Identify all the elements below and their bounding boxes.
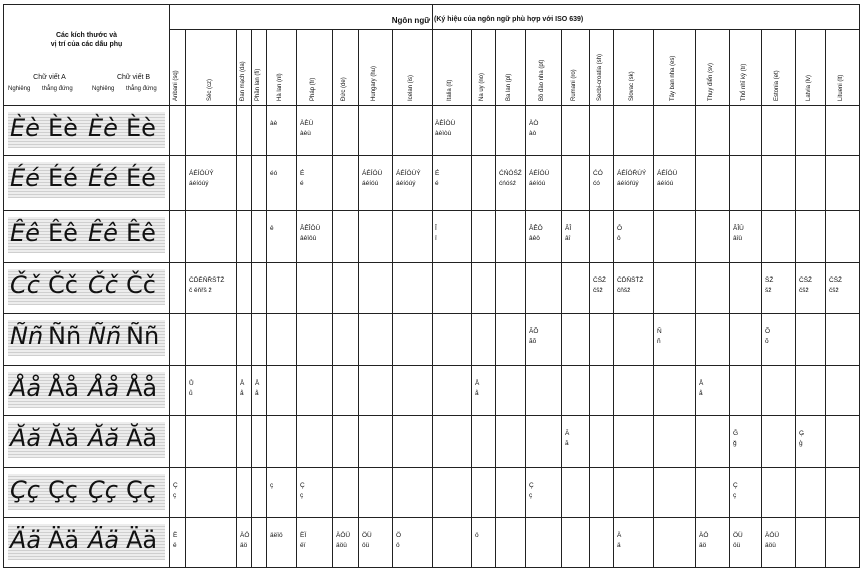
glyph-variant: Ää (88, 526, 120, 554)
language-column-header: Rumani (ro) (571, 69, 577, 101)
glyph-variant: Ăă (126, 424, 158, 452)
glyph-sample (8, 112, 165, 148)
grid-line (431, 313, 859, 314)
glyph-sample (8, 422, 165, 458)
diacritic-cell: ćńóśź (499, 180, 516, 187)
diacritic-cell: å (255, 390, 259, 397)
grid-line (795, 29, 796, 567)
glyph-variant: Čč (126, 271, 156, 299)
grid-line (4, 262, 432, 263)
grid-line (4, 155, 432, 156)
glyph-variant: Ññ (10, 322, 44, 350)
glyph-variant: Ññ (126, 322, 160, 350)
diacritic-cell: Å (475, 380, 480, 387)
language-column-header: Secbi-croatia (sh) (597, 53, 603, 101)
writing-a-label: Chữ viết A (33, 74, 66, 81)
glyph-variant: Éé (88, 164, 118, 192)
diacritic-cell: ÀÒ (529, 120, 539, 127)
glyph-variant: Éé (10, 164, 40, 192)
diacritic-cell: ÁÉÍÓÚ (657, 170, 678, 177)
language-column-header: Italia (it) (447, 79, 453, 101)
diacritic-cell: Ç (733, 482, 738, 489)
header-block (4, 5, 169, 105)
diacritic-cell: ģ (799, 440, 803, 447)
grid-line (431, 517, 859, 518)
diacritic-cell: ç (529, 492, 533, 499)
glyph-variant: Çç (126, 476, 156, 504)
glyph-variant: Ăă (10, 424, 42, 452)
grid-line (392, 29, 393, 567)
diacritic-cell: äö (240, 542, 248, 549)
language-column-header: Thổ nhĩ kỳ (tr) (741, 63, 747, 101)
diacritic-cell: ÄÖ (240, 532, 250, 539)
diacritic-cell: Ô (617, 225, 623, 232)
diacritic-cell: áéíóú (529, 180, 546, 187)
diacritic-cell: ČŠŽ (593, 277, 606, 284)
grid-line (266, 29, 267, 567)
diacritic-cell: Å (699, 380, 704, 387)
diacritic-cell: ÂÊÔ (529, 225, 543, 232)
diacritic-cell: É (300, 170, 305, 177)
diacritic-cell: čšž (799, 287, 809, 294)
glyph-variant: Çç (48, 476, 78, 504)
diacritic-cell: õ (765, 338, 769, 345)
grid-line (695, 29, 696, 567)
language-column-header: Estonia (et) (774, 70, 780, 101)
diacritic-cell: ÂÎ (565, 225, 572, 232)
glyph-variant: Čč (88, 271, 118, 299)
diacritic-cell: áéíóŕúý (617, 180, 639, 187)
header-title-line2: vị trí của các dấu phụ (50, 41, 123, 48)
diacritic-cell: šž (765, 287, 772, 294)
glyph-variant: Ää (10, 526, 42, 554)
language-column-header: Pháp (fr) (310, 77, 316, 101)
diacritic-cell: àèìòù (435, 130, 452, 137)
diacritic-cell: äö (699, 542, 707, 549)
diacritic-cell: É (435, 170, 440, 177)
diacritic-cell: ă (565, 440, 569, 447)
grid-line (431, 210, 859, 211)
diacritic-cell: čšž (593, 287, 603, 294)
grid-line (169, 5, 170, 567)
glyph-variant: Čč (48, 271, 78, 299)
language-column-header: Hà lan (nl) (277, 73, 283, 101)
language-column-header: Bồ đào nha (pt) (539, 59, 545, 101)
diacritic-cell: âêô (529, 235, 540, 242)
diacritic-cell: äöü (765, 542, 776, 549)
diacritic-cell: ČŠŽ (829, 277, 842, 284)
slant-b-label: Nghiêng (92, 86, 115, 92)
diacritic-cell: č ěňřš ž (189, 287, 212, 294)
diacritic-cell: é (435, 180, 439, 187)
grid-line (4, 313, 432, 314)
language-column-header: Slovac (sk) (629, 71, 635, 101)
diacritic-cell: ä (617, 542, 621, 549)
grid-line (729, 29, 730, 567)
grid-line (4, 210, 432, 211)
diacritic-cell: å (475, 390, 479, 397)
diacritic-cell: čšž (829, 287, 839, 294)
grid-line (825, 29, 826, 567)
glyph-variant: Åå (10, 374, 42, 402)
grid-line (431, 155, 859, 156)
diacritic-cell: Ö (396, 532, 402, 539)
glyph-sample (8, 524, 165, 560)
diacritic-cell: Ñ (657, 328, 662, 335)
glyph-variant: Ññ (88, 322, 122, 350)
diacritic-cell: ČĎŇŠŤŽ (617, 277, 644, 284)
diacritic-cell: ë (173, 542, 177, 549)
diacritic-cell: ÄÖÜ (765, 532, 780, 539)
grid-line (4, 467, 432, 468)
language-column-header: Thụy điển (sv) (708, 62, 714, 101)
diacritic-cell: Ă (565, 430, 570, 437)
writing-b-label: Chữ viết B (116, 74, 151, 81)
glyph-variant: Åå (126, 374, 158, 402)
diacritic-cell: ÂÊÎÔÛ (300, 225, 321, 232)
diacritic-cell: Ë (173, 532, 178, 539)
grid-line (431, 365, 859, 366)
glyph-variant: Êê (88, 219, 118, 247)
diacritic-cell: ÄÖ (699, 532, 709, 539)
grid-line (431, 105, 859, 106)
glyph-variant: Ää (48, 526, 80, 554)
grid-line (185, 29, 186, 567)
diacritic-cell: éó (270, 170, 278, 177)
diacritic-cell: áéíóú (362, 180, 379, 187)
diacritic-cell: ÁÉÍÓÚÝ (189, 170, 214, 177)
diacritic-cell: ů (189, 390, 193, 397)
diacritic-cell: ñ (657, 338, 661, 345)
grid-line (4, 105, 432, 106)
diacritic-cell: Ç (173, 482, 178, 489)
diacritic-cell: ÀÈÌÒÙ (435, 120, 456, 127)
diacritic-cell: ŠŽ (765, 277, 774, 284)
diacritic-cell: Ä (617, 532, 622, 539)
diacritic-cell: ćó (593, 180, 600, 187)
glyph-sample (8, 372, 165, 408)
grid-line (431, 262, 859, 263)
diacritic-cell: ê (270, 225, 274, 232)
slant-a-label: Nghiêng (8, 86, 31, 92)
diacritic-cell: Ģ (799, 430, 805, 437)
diacritic-cell: Å (255, 380, 260, 387)
language-column-header: Đức (de) (341, 77, 347, 101)
grid-line (236, 29, 237, 567)
diacritic-cell: ÄÖÜ (336, 532, 351, 539)
grid-line (431, 415, 859, 416)
glyph-variant: Ăă (88, 424, 120, 452)
diacritic-cell: Õ (765, 328, 771, 335)
diacritic-cell: öü (362, 542, 370, 549)
diacritic-cell: ç (173, 492, 177, 499)
glyph-variant: Éé (48, 164, 78, 192)
grid-line (613, 29, 614, 567)
diacritic-cell: Ů (189, 380, 194, 387)
grid-line (589, 29, 590, 567)
diacritic-cell: ÁÉÍÓÚ (529, 170, 550, 177)
grid-line (525, 29, 526, 567)
diacritic-cell: ČĎĚŇŘŠŤŽ (189, 277, 225, 284)
diacritic-cell: ËÏ (300, 532, 307, 539)
glyph-sample (8, 320, 165, 356)
glyph-sample (8, 162, 165, 198)
diacritic-cell: ö (396, 542, 400, 549)
glyph-sample (8, 474, 165, 510)
diacritic-cell: î (435, 235, 437, 242)
grid-line (431, 467, 859, 468)
upright-b-label: thẳng đứng (126, 86, 157, 92)
glyph-variant: Èè (10, 114, 40, 142)
glyph-variant: Ññ (48, 322, 82, 350)
language-column-header: Litueni (lt) (838, 74, 844, 101)
diacritic-cell: ëï (300, 542, 306, 549)
grid-line (251, 29, 252, 567)
grid-line (169, 29, 432, 30)
glyph-variant: Ăă (48, 424, 80, 452)
diacritic-cell: ÖÜ (733, 532, 743, 539)
language-column-header: Phần lan (fi) (254, 68, 261, 101)
diacritic-cell: ÂÎÛ (733, 225, 744, 232)
grid-line (4, 517, 432, 518)
glyph-variant: Çç (10, 476, 40, 504)
diacritic-cell: ĆŃÓŚŹ (499, 170, 522, 177)
glyph-variant: Åå (88, 374, 120, 402)
language-column-header: Ba lan (pl) (506, 73, 512, 101)
grid-line (358, 29, 359, 567)
diacritic-cell: âîû (733, 235, 743, 242)
diacritic-cell: ô (617, 235, 621, 242)
header-title-line1: Các kích thước và (55, 32, 117, 39)
diacritic-cell: àèù (300, 130, 311, 137)
language-column-header: Tây ban nha (es) (670, 55, 676, 101)
glyph-variant: Čč (10, 271, 40, 299)
diacritic-cell: âêîôû (300, 235, 317, 242)
language-column-header: Icelan (is) (408, 74, 414, 101)
right-table (431, 4, 860, 568)
diacritic-cell: ğ (733, 440, 737, 447)
diacritic-cell: ÁÉÍÓÚÝ (396, 170, 421, 177)
glyph-variant: Èè (88, 114, 118, 142)
diacritic-cell: áéíóúý (396, 180, 416, 187)
diacritic-cell: ãõ (529, 338, 537, 345)
diacritic-cell: ČŠŽ (799, 277, 812, 284)
grid-line (4, 365, 432, 366)
diacritic-cell: Î (435, 225, 437, 232)
diacritic-cell: ÖÜ (362, 532, 372, 539)
diacritic-cell: å (699, 390, 703, 397)
language-column-header: Hungary (hu) (371, 65, 377, 101)
diacritic-cell: áéíóú (657, 180, 674, 187)
glyph-variant: Çç (88, 476, 118, 504)
upright-a-label: thẳng đứng (42, 86, 73, 92)
glyph-variant: Êê (126, 219, 156, 247)
glyph-sample (8, 269, 165, 305)
diacritic-cell: äöü (336, 542, 347, 549)
glyph-variant: Èè (48, 114, 78, 142)
grid-line (431, 29, 859, 30)
glyph-variant: Åå (48, 374, 80, 402)
glyph-variant: Êê (10, 219, 40, 247)
grid-line (332, 29, 333, 567)
diacritic-cell: öü (733, 542, 741, 549)
grid-line (471, 29, 472, 567)
language-column-header: Anbani (sq) (173, 70, 179, 101)
glyph-variant: Éé (126, 164, 156, 192)
diacritic-cell: ç (733, 492, 737, 499)
diacritic-cell: ÁÉÍÓŔÚÝ (617, 170, 647, 177)
iso-label: (Ký hiệu của ngôn ngữ phù hợp với ISO 639) (434, 16, 584, 23)
grid-line (561, 29, 562, 567)
diacritic-cell: Ç (529, 482, 534, 489)
diacritic-cell: ö (475, 532, 479, 539)
language-column-header: Đan mạch (da) (239, 61, 246, 101)
diacritic-cell: áéíóúý (189, 180, 209, 187)
languages-label: Ngôn ngữ (391, 16, 430, 25)
diacritic-cell: ĆÓ (593, 170, 603, 177)
diacritic-cell: âî (565, 235, 571, 242)
grid-line (761, 29, 762, 567)
diacritic-cell: àò (529, 130, 537, 137)
language-column-header: Séc (cz) (206, 78, 213, 101)
grid-line (4, 415, 432, 416)
diacritic-cell: Å (240, 380, 245, 387)
diacritic-cell: ÁÉÍÓÚ (362, 170, 383, 177)
diacritic-cell: Ç (300, 482, 305, 489)
glyph-variant: Êê (48, 219, 78, 247)
diacritic-cell: ç (270, 482, 274, 489)
diacritic-cell: àè (270, 120, 278, 127)
glyph-sample (8, 217, 165, 253)
diacritic-cell: å (240, 390, 244, 397)
diacritic-cell: ÃÕ (529, 328, 539, 335)
grid-line (296, 29, 297, 567)
diacritic-cell: ÀÈÙ (300, 120, 314, 127)
diacritic-cell: Ğ (733, 430, 739, 437)
language-column-header: Na uy (no) (479, 72, 485, 101)
diacritic-cell: ç (300, 492, 304, 499)
grid-line (495, 29, 496, 567)
diacritic-cell: é (300, 180, 304, 187)
grid-line (653, 29, 654, 567)
diacritic-cell: äëïö (270, 532, 283, 539)
language-column-header: Latvia (lv) (806, 74, 812, 101)
glyph-variant: Èè (126, 114, 156, 142)
left-table (3, 4, 433, 568)
diacritic-cell: čňšž (617, 287, 631, 294)
glyph-variant: Ää (126, 526, 158, 554)
